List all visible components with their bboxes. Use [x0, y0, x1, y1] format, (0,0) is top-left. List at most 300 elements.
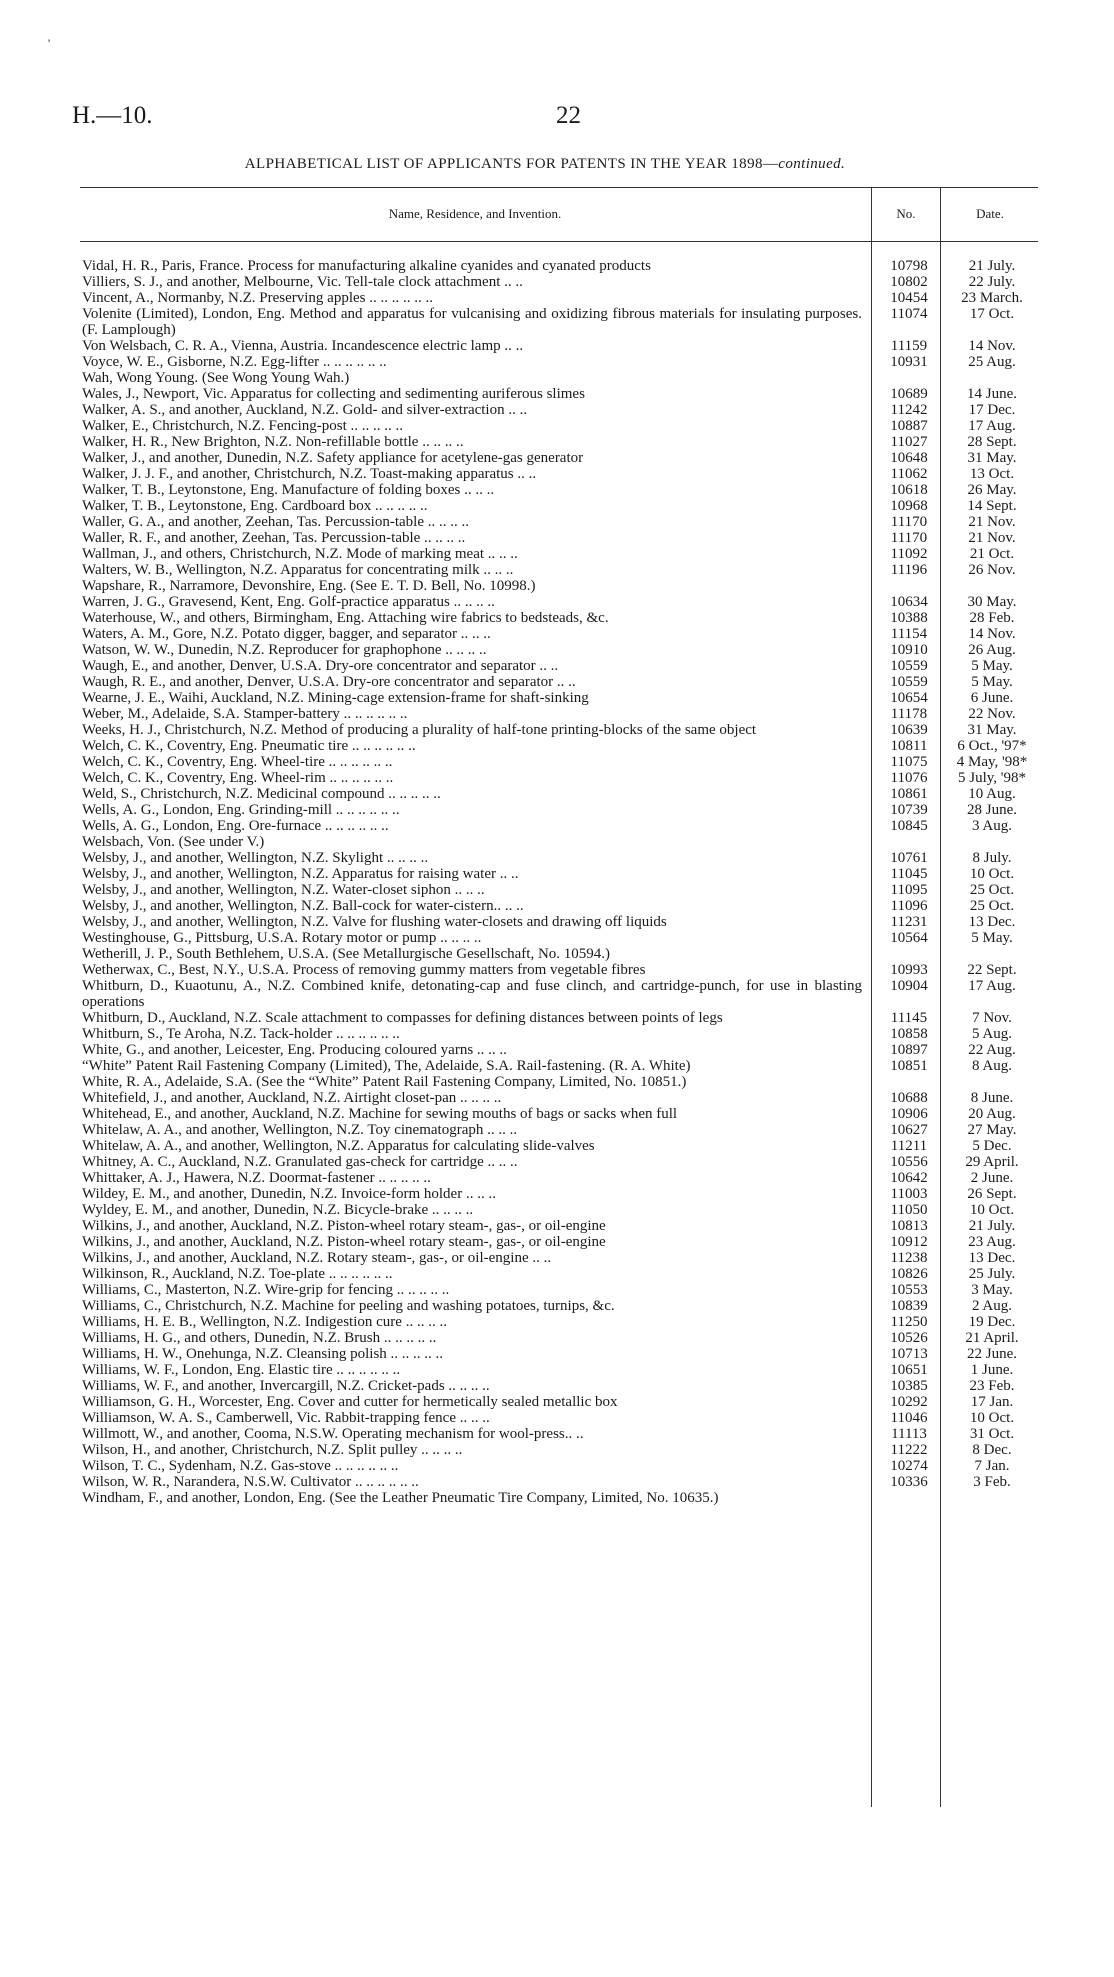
- table-row: [82, 802, 1040, 818]
- applicant-entry: Whitelaw, A. A., and another, Wellington, N.Z. Toy cinematograph .. .. ..: [82, 1122, 518, 1138]
- patent-number: 11170: [890, 514, 928, 530]
- application-date: 21 Nov.: [968, 530, 1016, 546]
- patent-number: 10993: [890, 962, 928, 978]
- table-row: [82, 1362, 1040, 1378]
- patent-number: 11113: [891, 1426, 927, 1442]
- applicant-entry: Walker, A. S., and another, Auckland, N.Z. Gold- and silver-extraction .. ..: [82, 402, 528, 418]
- table-row: [82, 546, 1040, 562]
- patent-number: 10811: [890, 738, 928, 754]
- table-row: [82, 1298, 1040, 1314]
- application-date: 19 Dec.: [968, 1314, 1016, 1330]
- applicant-entry: Voyce, W. E., Gisborne, N.Z. Egg-lifter .. .. .. .. .. ..: [82, 354, 387, 370]
- patent-number: 11045: [890, 866, 928, 882]
- patent-number: 11096: [890, 898, 928, 914]
- application-date: 5 May.: [971, 930, 1013, 946]
- applicant-entry: Walker, J. J. F., and another, Christchurch, N.Z. Toast-making apparatus .. ..: [82, 466, 537, 482]
- table-row: [82, 1426, 1040, 1442]
- patent-number: 10556: [890, 1154, 928, 1170]
- applicant-entry: Wildey, E. M., and another, Dunedin, N.Z. Invoice-form holder .. .. ..: [82, 1186, 496, 1202]
- applicant-entry: Williams, C., Christchurch, N.Z. Machine for peeling and washing potatoes, turnips, &c.: [82, 1298, 615, 1314]
- table-row: [82, 450, 1040, 466]
- table-row: [82, 1378, 1040, 1394]
- patent-number: 10904: [890, 978, 928, 994]
- table-row: [82, 626, 1040, 642]
- application-date: 21 July.: [968, 258, 1016, 274]
- applicant-entry: Vincent, A., Normanby, N.Z. Preserving apples .. .. .. .. .. ..: [82, 290, 433, 306]
- application-date: 25 Oct.: [969, 882, 1015, 898]
- application-date: 31 May.: [967, 722, 1017, 738]
- applicant-entry: Wilkinson, R., Auckland, N.Z. Toe-plate .. .. .. .. .. ..: [82, 1266, 393, 1282]
- table-row: [82, 370, 1040, 386]
- patent-number: 10813: [890, 1218, 928, 1234]
- applicant-entry: Whittaker, A. J., Hawera, N.Z. Doormat-fastener .. .. .. .. ..: [82, 1170, 431, 1186]
- patent-number: 11154: [890, 626, 928, 642]
- patent-number: 10912: [890, 1234, 928, 1250]
- table-row: [82, 354, 1040, 370]
- application-date: 5 Aug.: [971, 1026, 1012, 1042]
- patent-number: 10845: [890, 818, 928, 834]
- applicant-entry: Wilkins, J., and another, Auckland, N.Z. Rotary steam-, gas-, or oil-engine .. ..: [82, 1250, 552, 1266]
- table-row: [82, 658, 1040, 674]
- patent-number: 10839: [890, 1298, 928, 1314]
- table-row: [82, 1058, 1040, 1074]
- table-row: [82, 290, 1040, 306]
- table-row: [82, 1154, 1040, 1170]
- patent-number: 10688: [890, 1090, 928, 1106]
- application-date: 5 May.: [971, 674, 1013, 690]
- application-date: 31 Oct.: [969, 1426, 1015, 1442]
- application-date: 3 May.: [971, 1282, 1013, 1298]
- patent-number: 10454: [890, 290, 928, 306]
- patent-number: 10634: [890, 594, 928, 610]
- application-date: 3 Feb.: [973, 1474, 1011, 1490]
- patent-number: 10559: [890, 658, 928, 674]
- patent-number: 10931: [890, 354, 928, 370]
- patent-number: 11092: [890, 546, 928, 562]
- patent-number: 11062: [890, 466, 928, 482]
- table-row: [82, 402, 1040, 418]
- applicant-entry: Whitburn, D., Kuaotunu, A., N.Z. Combined knife, detonating-cap and fuse clinch, and cartridge-punch, for use in blasting operations: [82, 978, 862, 1010]
- applicant-entry: Whitefield, J., and another, Auckland, N.Z. Airtight closet-pan .. .. .. ..: [82, 1090, 502, 1106]
- applicant-entry: Waller, R. F., and another, Zeehan, Tas. Percussion-table .. .. .. ..: [82, 530, 466, 546]
- applicant-entry: Welsby, J., and another, Wellington, N.Z. Apparatus for raising water .. ..: [82, 866, 519, 882]
- table-row: [82, 562, 1040, 578]
- applicant-entry: Williams, H. E. B., Wellington, N.Z. Indigestion cure .. .. .. ..: [82, 1314, 447, 1330]
- application-date: 20 Aug.: [968, 1106, 1016, 1122]
- title-continued: continued.: [778, 156, 846, 172]
- application-date: 17 Dec.: [968, 402, 1016, 418]
- application-date: 21 July.: [968, 1218, 1016, 1234]
- patent-number: 10897: [890, 1042, 928, 1058]
- applicant-entry: Whitney, A. C., Auckland, N.Z. Granulated gas-check for cartridge .. .. ..: [82, 1154, 518, 1170]
- table-row: [82, 642, 1040, 658]
- applicant-entry: Wilson, H., and another, Christchurch, N.Z. Split pulley .. .. .. ..: [82, 1442, 463, 1458]
- applicant-entry: Wearne, J. E., Waihi, Auckland, N.Z. Mining-cage extension-frame for shaft-sinking: [82, 690, 589, 706]
- table-row: [82, 610, 1040, 626]
- applicant-entry: Waugh, R. E., and another, Denver, U.S.A. Dry-ore concentrator and separator .. ..: [82, 674, 576, 690]
- patent-number: 11145: [890, 1010, 928, 1026]
- applicant-entry: Waller, G. A., and another, Zeehan, Tas. Percussion-table .. .. .. ..: [82, 514, 469, 530]
- table-row: [82, 1250, 1040, 1266]
- application-date: 14 Nov.: [968, 626, 1016, 642]
- applicant-entry: “White” Patent Rail Fastening Company (Limited), The, Adelaide, S.A. Rail-fastening. (R. A. White): [82, 1058, 691, 1074]
- applicant-entry: Weld, S., Christchurch, N.Z. Medicinal compound .. .. .. .. ..: [82, 786, 441, 802]
- patent-number: 11250: [890, 1314, 928, 1330]
- application-date: 5 Dec.: [972, 1138, 1012, 1154]
- application-date: 26 Nov.: [968, 562, 1016, 578]
- table-row: [82, 1042, 1040, 1058]
- margin-mark: ': [48, 36, 51, 50]
- patent-number: 11050: [890, 1202, 928, 1218]
- application-date: 13 Dec.: [968, 914, 1016, 930]
- table-row: [82, 514, 1040, 530]
- applicant-entry: Windham, F., and another, London, Eng. (See the Leather Pneumatic Tire Company, Limited, No. 10635.): [82, 1490, 719, 1506]
- applicant-entry: Wah, Wong Young. (See Wong Young Wah.): [82, 370, 350, 386]
- table-row: [82, 674, 1040, 690]
- table-row: [82, 1170, 1040, 1186]
- patent-number: 10553: [890, 1282, 928, 1298]
- patent-number: 10526: [890, 1330, 928, 1346]
- header-top-rule: [80, 187, 1038, 188]
- patent-number: 10739: [890, 802, 928, 818]
- application-date: 22 Aug.: [968, 1042, 1016, 1058]
- table-row: [82, 1394, 1040, 1410]
- applicant-entry: Walker, T. B., Leytonstone, Eng. Cardboard box .. .. .. .. ..: [82, 498, 428, 514]
- application-date: 10 Aug.: [968, 786, 1016, 802]
- patent-number: 10564: [890, 930, 928, 946]
- table-row: [82, 1282, 1040, 1298]
- application-date: 17 Jan.: [970, 1394, 1014, 1410]
- applicant-entry: Williamson, W. A. S., Camberwell, Vic. Rabbit-trapping fence .. .. ..: [82, 1410, 490, 1426]
- patent-number: 11027: [890, 434, 928, 450]
- application-date: 22 June.: [967, 1346, 1017, 1362]
- applicant-entry: Wetherwax, C., Best, N.Y., U.S.A. Process of removing gummy matters from vegetable fibres: [82, 962, 646, 978]
- applicant-entry: Welsby, J., and another, Wellington, N.Z. Water-closet siphon .. .. ..: [82, 882, 485, 898]
- patent-number: 10858: [890, 1026, 928, 1042]
- application-date: 29 April.: [965, 1154, 1019, 1170]
- table-row: [82, 882, 1040, 898]
- applicant-entry: Wilson, T. C., Sydenham, N.Z. Gas-stove .. .. .. .. .. ..: [82, 1458, 399, 1474]
- patent-number: 10761: [890, 850, 928, 866]
- table-row: [82, 1202, 1040, 1218]
- application-date: 2 Aug.: [971, 1298, 1012, 1314]
- application-date: 2 June.: [970, 1170, 1014, 1186]
- table-row: [82, 946, 1040, 962]
- table-row: [82, 1330, 1040, 1346]
- applicant-entry: Waters, A. M., Gore, N.Z. Potato digger, bagger, and separator .. .. ..: [82, 626, 491, 642]
- application-date: 13 Oct.: [969, 466, 1015, 482]
- application-date: 23 March.: [961, 290, 1023, 306]
- patent-number: 11222: [890, 1442, 928, 1458]
- table-row: [82, 1122, 1040, 1138]
- application-date: 13 Dec.: [968, 1250, 1016, 1266]
- application-date: 8 Dec.: [972, 1442, 1012, 1458]
- application-date: 8 July.: [972, 850, 1012, 866]
- applicant-entry: Warren, J. G., Gravesend, Kent, Eng. Golf-practice apparatus .. .. .. ..: [82, 594, 495, 610]
- application-date: 17 Aug.: [968, 978, 1016, 994]
- table-row: [82, 530, 1040, 546]
- column-header-date: Date.: [976, 206, 1004, 221]
- patent-number: 10388: [890, 610, 928, 626]
- applicant-entry: Wells, A. G., London, Eng. Grinding-mill .. .. .. .. .. ..: [82, 802, 400, 818]
- patent-number: 10826: [890, 1266, 928, 1282]
- table-row: [82, 466, 1040, 482]
- patent-number: 11170: [890, 530, 928, 546]
- applicant-entry: Wapshare, R., Narramore, Devonshire, Eng. (See E. T. D. Bell, No. 10998.): [82, 578, 536, 594]
- applicant-entry: Welch, C. K., Coventry, Eng. Wheel-tire .. .. .. .. .. ..: [82, 754, 393, 770]
- table-row: [82, 258, 1040, 274]
- application-date: 17 Oct.: [969, 306, 1015, 322]
- application-date: 31 May.: [967, 450, 1017, 466]
- applicant-entry: Welsby, J., and another, Wellington, N.Z. Skylight .. .. .. ..: [82, 850, 429, 866]
- applicant-entry: Watson, W. W., Dunedin, N.Z. Reproducer for graphophone .. .. .. ..: [82, 642, 487, 658]
- table-row: [82, 738, 1040, 754]
- applicant-entry: Welch, C. K., Coventry, Eng. Pneumatic tire .. .. .. .. .. ..: [82, 738, 416, 754]
- applicant-entry: Wells, A. G., London, Eng. Ore-furnace .. .. .. .. .. ..: [82, 818, 389, 834]
- applicant-entry: Weeks, H. J., Christchurch, N.Z. Method of producing a plurality of half-tone printing-blocks of the same object: [82, 722, 757, 738]
- table-row: [82, 418, 1040, 434]
- patent-number: 10887: [890, 418, 928, 434]
- patent-number: 11003: [890, 1186, 928, 1202]
- table-row: [82, 1474, 1040, 1490]
- page-title: [80, 156, 1010, 173]
- application-date: 3 Aug.: [971, 818, 1012, 834]
- patent-number: 11095: [890, 882, 928, 898]
- application-date: 30 May.: [967, 594, 1017, 610]
- table-row: [82, 1138, 1040, 1154]
- application-date: 25 Aug.: [968, 354, 1016, 370]
- applicant-entry: Willmott, W., and another, Cooma, N.S.W. Operating mechanism for wool-press.. ..: [82, 1426, 584, 1442]
- patent-number: 10654: [890, 690, 928, 706]
- applicant-entry: White, G., and another, Leicester, Eng. Producing coloured yarns .. .. ..: [82, 1042, 507, 1058]
- application-date: 4 May, '98*: [956, 754, 1028, 770]
- column-header-no: No.: [896, 206, 916, 221]
- document-reference: H.—10.: [72, 102, 153, 129]
- applicant-entry: Von Welsbach, C. R. A., Vienna, Austria. Incandescence electric lamp .. ..: [82, 338, 524, 354]
- table-row: [82, 1010, 1040, 1026]
- patent-number: 11196: [890, 562, 928, 578]
- applicant-entry: Williams, W. F., London, Eng. Elastic tire .. .. .. .. .. ..: [82, 1362, 401, 1378]
- table-row: [82, 434, 1040, 450]
- table-row: [82, 770, 1040, 786]
- patent-number: 10651: [890, 1362, 928, 1378]
- application-date: 22 Sept.: [967, 962, 1017, 978]
- table-row: [82, 1218, 1040, 1234]
- patent-number: 11211: [890, 1138, 928, 1154]
- table-row: [82, 898, 1040, 914]
- patent-number: 10968: [890, 498, 928, 514]
- application-date: 1 June.: [970, 1362, 1014, 1378]
- patent-number: 10802: [890, 274, 928, 290]
- application-date: 7 Jan.: [974, 1458, 1010, 1474]
- applicant-entry: Wilson, W. R., Narandera, N.S.W. Cultivator .. .. .. .. .. ..: [82, 1474, 419, 1490]
- patent-number: 10336: [890, 1474, 928, 1490]
- table-row: [82, 706, 1040, 722]
- applicant-entry: Vidal, H. R., Paris, France. Process for manufacturing alkaline cyanides and cyanated products: [82, 258, 651, 274]
- application-date: 7 Nov.: [972, 1010, 1012, 1026]
- patent-number: 11231: [890, 914, 928, 930]
- patent-number: 10648: [890, 450, 928, 466]
- applicant-entry: Waugh, E., and another, Denver, U.S.A. Dry-ore concentrator and separator .. ..: [82, 658, 559, 674]
- application-date: 14 June.: [967, 386, 1017, 402]
- table-row: [82, 786, 1040, 802]
- applicant-entry: Westinghouse, G., Pittsburg, U.S.A. Rotary motor or pump .. .. .. ..: [82, 930, 482, 946]
- table-row: [82, 482, 1040, 498]
- table-row: [82, 1490, 1040, 1506]
- patent-number: 11074: [890, 306, 928, 322]
- applicant-entry: Whitburn, D., Auckland, N.Z. Scale attachment to compasses for defining distances between points of legs: [82, 1010, 723, 1026]
- table-row: [82, 834, 1040, 850]
- application-date: 5 July, '98*: [958, 770, 1026, 786]
- applicant-entry: Williams, H. G., and others, Dunedin, N.Z. Brush .. .. .. .. ..: [82, 1330, 437, 1346]
- patent-number: 10689: [890, 386, 928, 402]
- applicant-entry: Wyldey, E. M., and another, Dunedin, N.Z. Bicycle-brake .. .. .. ..: [82, 1202, 474, 1218]
- applicant-list: [82, 258, 1040, 1506]
- application-date: 28 June.: [967, 802, 1017, 818]
- applicant-entry: Walker, J., and another, Dunedin, N.Z. Safety appliance for acetylene-gas generator: [82, 450, 584, 466]
- table-row: [82, 1234, 1040, 1250]
- patent-number: 11046: [890, 1410, 928, 1426]
- applicant-entry: Walker, H. R., New Brighton, N.Z. Non-refillable bottle .. .. .. ..: [82, 434, 464, 450]
- table-row: [82, 850, 1040, 866]
- table-row: [82, 1346, 1040, 1362]
- table-row: [82, 914, 1040, 930]
- header-bottom-rule: [80, 241, 1038, 242]
- patent-number: 10559: [890, 674, 928, 690]
- applicant-entry: Wetherill, J. P., South Bethlehem, U.S.A. (See Metallurgische Gesellschaft, No. 10594.): [82, 946, 611, 962]
- application-date: 28 Feb.: [969, 610, 1015, 626]
- applicant-entry: Wilkins, J., and another, Auckland, N.Z. Piston-wheel rotary steam-, gas-, or oil-engine: [82, 1234, 606, 1250]
- title-main: ALPHABETICAL LIST OF APPLICANTS FOR PATENTS IN THE YEAR 1898—: [244, 156, 779, 172]
- applicant-entry: Wales, J., Newport, Vic. Apparatus for collecting and sedimenting auriferous slimes: [82, 386, 585, 402]
- applicant-entry: Welch, C. K., Coventry, Eng. Wheel-rim .. .. .. .. .. ..: [82, 770, 394, 786]
- application-date: 14 Nov.: [968, 338, 1016, 354]
- application-date: 10 Oct.: [969, 1410, 1015, 1426]
- table-row: [82, 818, 1040, 834]
- table-row: [82, 1458, 1040, 1474]
- table-row: [82, 274, 1040, 290]
- application-date: 28 Sept.: [967, 434, 1017, 450]
- applicant-entry: Welsby, J., and another, Wellington, N.Z. Ball-cock for water-cistern.. .. ..: [82, 898, 524, 914]
- application-date: 25 Oct.: [969, 898, 1015, 914]
- patent-number: 10642: [890, 1170, 928, 1186]
- patent-number: 10910: [890, 642, 928, 658]
- table-row: [82, 338, 1040, 354]
- table-row: [82, 690, 1040, 706]
- patent-number: 10627: [890, 1122, 928, 1138]
- application-date: 14 Sept.: [967, 498, 1017, 514]
- table-row: [82, 1090, 1040, 1106]
- column-header-name: Name, Residence, and Invention.: [388, 206, 562, 221]
- application-date: 22 July.: [968, 274, 1016, 290]
- patent-number: 10618: [890, 482, 928, 498]
- application-date: 26 Aug.: [968, 642, 1016, 658]
- patent-number: 10798: [890, 258, 928, 274]
- patent-number: 10639: [890, 722, 928, 738]
- table-row: [82, 594, 1040, 610]
- application-date: 22 Nov.: [968, 706, 1016, 722]
- applicant-entry: Whitelaw, A. A., and another, Wellington, N.Z. Apparatus for calculating slide-valves: [82, 1138, 595, 1154]
- page-number: 22: [556, 102, 581, 129]
- table-row: [82, 866, 1040, 882]
- table-row: [82, 1410, 1040, 1426]
- table-row: [82, 1442, 1040, 1458]
- table-row: [82, 930, 1040, 946]
- patent-number: 11178: [890, 706, 928, 722]
- patent-number: 10274: [890, 1458, 928, 1474]
- applicant-entry: Welsby, J., and another, Wellington, N.Z. Valve for flushing water-closets and drawing off liquids: [82, 914, 667, 930]
- table-row: [82, 962, 1040, 978]
- applicant-entry: Williams, C., Masterton, N.Z. Wire-grip for fencing .. .. .. .. ..: [82, 1282, 450, 1298]
- table-row: [82, 498, 1040, 514]
- applicant-entry: Wilkins, J., and another, Auckland, N.Z. Piston-wheel rotary steam-, gas-, or oil-engine: [82, 1218, 606, 1234]
- patent-number: 11238: [890, 1250, 928, 1266]
- patent-number: 10861: [890, 786, 928, 802]
- applicant-entry: Wallman, J., and others, Christchurch, N.Z. Mode of marking meat .. .. ..: [82, 546, 518, 562]
- patent-number: 11159: [890, 338, 928, 354]
- applicant-entry: Walters, W. B., Wellington, N.Z. Apparatus for concentrating milk .. .. ..: [82, 562, 514, 578]
- application-date: 21 Oct.: [969, 546, 1015, 562]
- patent-number: 10713: [890, 1346, 928, 1362]
- table-row: [82, 1106, 1040, 1122]
- applicant-entry: Williams, W. F., and another, Invercargill, N.Z. Cricket-pads .. .. .. ..: [82, 1378, 490, 1394]
- table-row: [82, 1266, 1040, 1282]
- applicant-entry: Welsbach, Von. (See under V.): [82, 834, 265, 850]
- applicant-entry: Walker, T. B., Leytonstone, Eng. Manufacture of folding boxes .. .. ..: [82, 482, 495, 498]
- application-date: 25 July.: [968, 1266, 1016, 1282]
- patent-number: 11075: [890, 754, 928, 770]
- application-date: 27 May.: [967, 1122, 1017, 1138]
- patent-number: 10292: [890, 1394, 928, 1410]
- table-row: [82, 386, 1040, 402]
- table-row: [82, 1074, 1040, 1090]
- applicant-entry: Whitburn, S., Te Aroha, N.Z. Tack-holder .. .. .. .. .. ..: [82, 1026, 400, 1042]
- applicant-entry: Waterhouse, W., and others, Birmingham, Eng. Attaching wire fabrics to bedsteads, &c.: [82, 610, 609, 626]
- applicant-entry: White, R. A., Adelaide, S.A. (See the “White” Patent Rail Fastening Company, Limited, No. 10851.): [82, 1074, 687, 1090]
- application-date: 5 May.: [971, 658, 1013, 674]
- application-date: 10 Oct.: [969, 1202, 1015, 1218]
- application-date: 17 Aug.: [968, 418, 1016, 434]
- application-date: 8 Aug.: [971, 1058, 1012, 1074]
- table-row: [82, 978, 1040, 1010]
- table-row: [82, 1186, 1040, 1202]
- table-row: [82, 1026, 1040, 1042]
- table-row: [82, 722, 1040, 738]
- patent-number: 10906: [890, 1106, 928, 1122]
- table-row: [82, 1314, 1040, 1330]
- applicant-entry: Walker, E., Christchurch, N.Z. Fencing-post .. .. .. .. ..: [82, 418, 404, 434]
- application-date: 21 April.: [965, 1330, 1019, 1346]
- application-date: 23 Feb.: [969, 1378, 1015, 1394]
- patent-number: 10851: [890, 1058, 928, 1074]
- application-date: 26 May.: [967, 482, 1017, 498]
- applicant-entry: Williams, H. W., Onehunga, N.Z. Cleansing polish .. .. .. .. ..: [82, 1346, 444, 1362]
- applicant-entry: Villiers, S. J., and another, Melbourne, Vic. Tell-tale clock attachment .. ..: [82, 274, 523, 290]
- application-date: 8 June.: [970, 1090, 1014, 1106]
- applicant-entry: Weber, M., Adelaide, S.A. Stamper-battery .. .. .. .. .. ..: [82, 706, 408, 722]
- application-date: 23 Aug.: [968, 1234, 1016, 1250]
- patent-number: 10385: [890, 1378, 928, 1394]
- table-row: [82, 754, 1040, 770]
- table-row: [82, 578, 1040, 594]
- table-row: [82, 306, 1040, 338]
- patent-number: 11076: [890, 770, 928, 786]
- applicant-entry: Volenite (Limited), London, Eng. Method and apparatus for vulcanising and oxidizing fibrous materials for insulating purposes. (F. Lamplough): [82, 306, 862, 338]
- application-date: 6 Oct., '97*: [957, 738, 1027, 754]
- application-date: 21 Nov.: [968, 514, 1016, 530]
- patent-number: 11242: [890, 402, 928, 418]
- applicant-entry: Whitehead, E., and another, Auckland, N.Z. Machine for sewing mouths of bags or sacks when full: [82, 1106, 678, 1122]
